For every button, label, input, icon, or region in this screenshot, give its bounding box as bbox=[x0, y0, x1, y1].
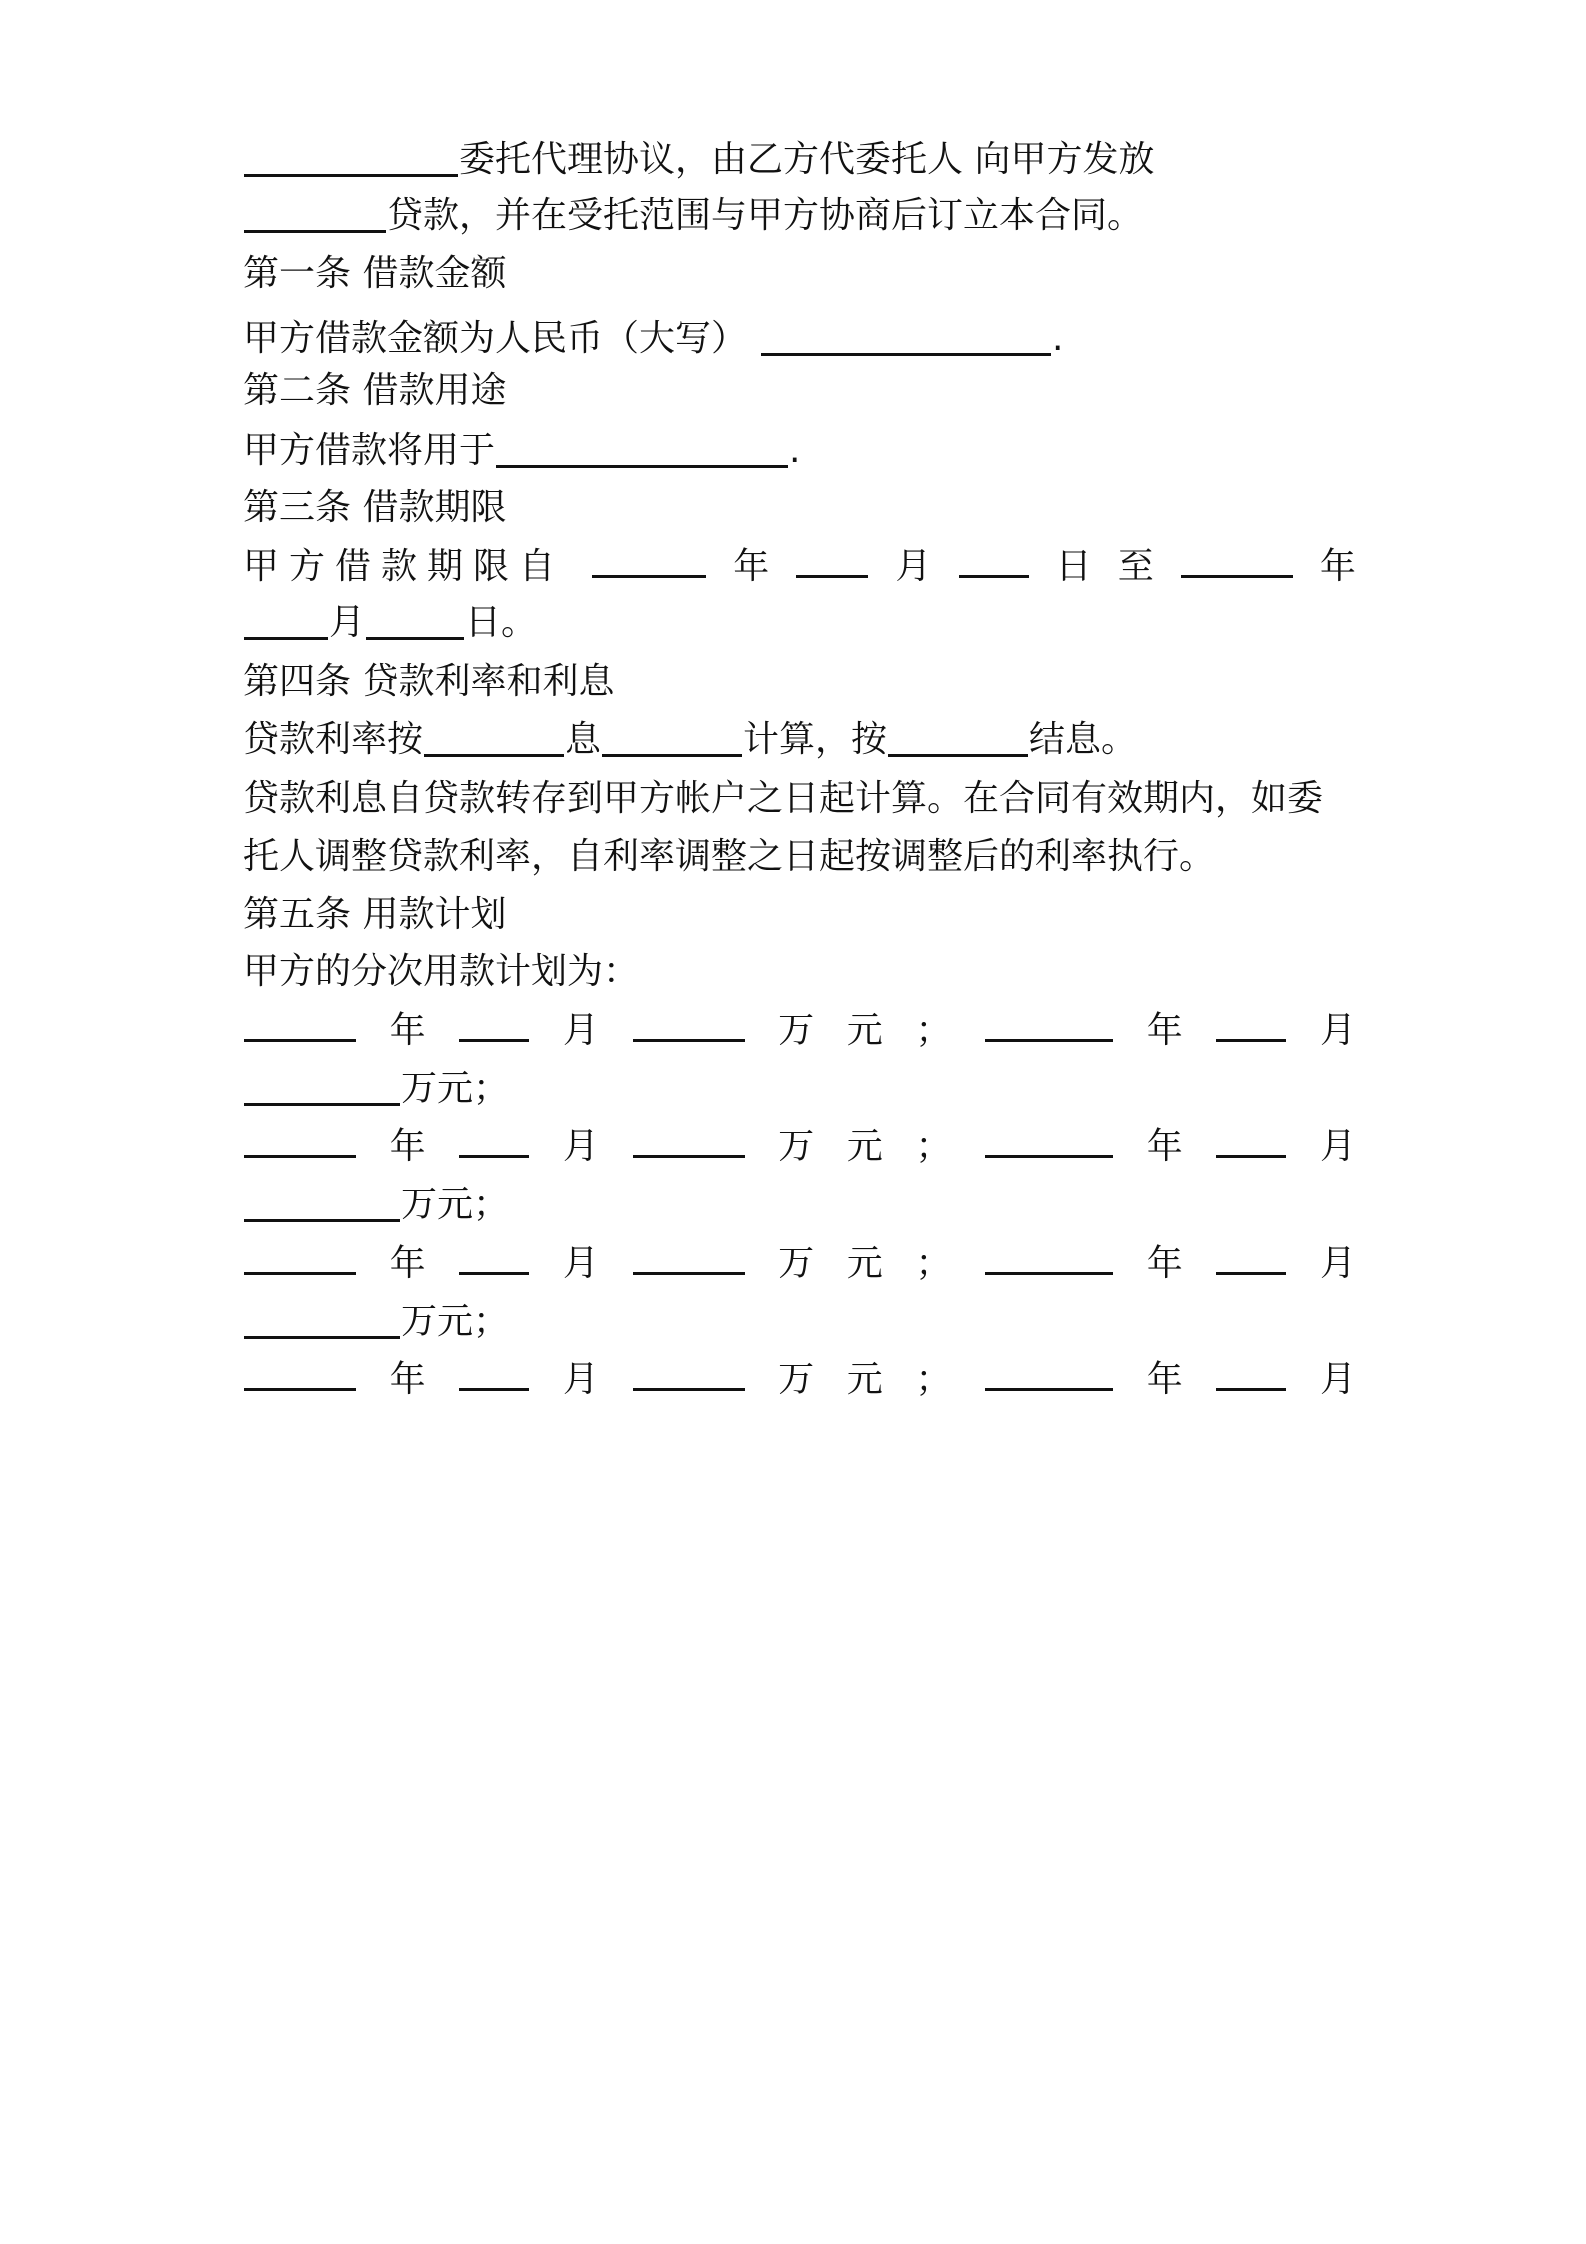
wan-label: 万 bbox=[778, 1126, 815, 1167]
end-day-blank[interactable] bbox=[366, 599, 464, 640]
article-2-body bbox=[243, 421, 1356, 481]
yuan-label: 元 bbox=[846, 1359, 883, 1400]
article-1-heading: 第一条 借款金额 bbox=[243, 253, 507, 294]
semicolon: ； bbox=[915, 1126, 952, 1167]
purpose-blank[interactable] bbox=[496, 427, 788, 468]
year-label: 年 bbox=[389, 1243, 426, 1284]
amount-blank[interactable] bbox=[633, 1001, 745, 1042]
year-label: 年 bbox=[1146, 1010, 1183, 1051]
settle-blank[interactable] bbox=[888, 716, 1028, 757]
wan-label: 万 bbox=[778, 1359, 815, 1400]
month-label: 月 bbox=[562, 1010, 599, 1051]
day-end-label: 日。 bbox=[465, 602, 538, 643]
month-label: 月 bbox=[1319, 1243, 1356, 1284]
month-blank[interactable] bbox=[1216, 1001, 1286, 1042]
year-label: 年 bbox=[389, 1010, 426, 1051]
plan-row-1-cont bbox=[243, 1059, 1356, 1119]
month-label: 月 bbox=[895, 546, 932, 587]
blank-field[interactable] bbox=[244, 192, 386, 233]
month-label: 月 bbox=[562, 1243, 599, 1284]
term-line-2 bbox=[243, 593, 1356, 653]
month-label: 月 bbox=[329, 602, 366, 643]
year-blank[interactable] bbox=[985, 1001, 1113, 1042]
month-blank[interactable] bbox=[459, 1234, 529, 1275]
yuan-label: 元 bbox=[846, 1010, 883, 1051]
intro-text-1: 委托代理协议，由乙方代委托人 向甲方发放 bbox=[459, 139, 1155, 180]
year-blank[interactable] bbox=[244, 1001, 356, 1042]
article-1-body bbox=[243, 309, 1356, 369]
interest-line-3: 托人调整贷款利率，自利率调整之日起按调整后的利率执行。 bbox=[243, 836, 1216, 877]
year-label: 年 bbox=[389, 1126, 426, 1167]
month-label: 月 bbox=[562, 1359, 599, 1400]
end-year-blank[interactable] bbox=[1181, 537, 1293, 578]
semicolon: ； bbox=[915, 1359, 952, 1400]
year-label: 年 bbox=[733, 546, 770, 587]
month-blank[interactable] bbox=[459, 1117, 529, 1158]
intro-line-1 bbox=[243, 130, 1356, 190]
wan-label: 万 bbox=[778, 1010, 815, 1051]
to-label: 至 bbox=[1117, 546, 1154, 587]
amount-blank[interactable] bbox=[633, 1117, 745, 1158]
plan-row-3-cont bbox=[243, 1292, 1356, 1352]
interest-text-4: 结息。 bbox=[1029, 719, 1138, 760]
article-1-text: 甲方借款金额为人民币（大写） bbox=[243, 318, 748, 359]
month-blank[interactable] bbox=[459, 1001, 529, 1042]
plan-row-2 bbox=[243, 1117, 1356, 1177]
interest-text-3: 计算，按 bbox=[743, 719, 888, 760]
interest-line-2: 贷款利息自贷款转存到甲方帐户之日起计算。在合同有效期内，如委 bbox=[243, 778, 1324, 819]
wan-label: 万 bbox=[778, 1243, 815, 1284]
semicolon: ； bbox=[915, 1243, 952, 1284]
start-year-blank[interactable] bbox=[592, 537, 706, 578]
month-blank[interactable] bbox=[1216, 1117, 1286, 1158]
article-3-heading: 第三条 借款期限 bbox=[243, 487, 507, 528]
blank-field[interactable] bbox=[244, 136, 458, 177]
year-blank[interactable] bbox=[244, 1234, 356, 1275]
year-blank[interactable] bbox=[244, 1350, 356, 1391]
month-label: 月 bbox=[562, 1126, 599, 1167]
wanyuan-label: 万元； bbox=[401, 1184, 510, 1225]
amount-blank[interactable] bbox=[633, 1234, 745, 1275]
yuan-label: 元 bbox=[846, 1243, 883, 1284]
year-blank[interactable] bbox=[985, 1234, 1113, 1275]
article-2-text: 甲方借款将用于 bbox=[243, 430, 496, 471]
intro-text-2: 贷款，并在受托范围与甲方协商后订立本合同。 bbox=[387, 195, 1144, 236]
plan-row-2-cont bbox=[243, 1175, 1356, 1235]
month-label: 月 bbox=[1319, 1359, 1356, 1400]
interest-text-1: 贷款利率按 bbox=[243, 719, 424, 760]
month-label: 月 bbox=[1319, 1010, 1356, 1051]
month-label: 月 bbox=[1319, 1126, 1356, 1167]
yuan-label: 元 bbox=[846, 1126, 883, 1167]
year-blank[interactable] bbox=[985, 1117, 1113, 1158]
interest-text-2: 息 bbox=[565, 719, 602, 760]
term-line-1 bbox=[243, 537, 1356, 597]
semicolon: ； bbox=[915, 1010, 952, 1051]
day-label: 日 bbox=[1055, 546, 1092, 587]
wanyuan-label: 万元； bbox=[401, 1068, 510, 1109]
month-blank[interactable] bbox=[459, 1350, 529, 1391]
year-blank[interactable] bbox=[985, 1350, 1113, 1391]
year-label: 年 bbox=[1146, 1126, 1183, 1167]
plan-intro: 甲方的分次用款计划为： bbox=[243, 951, 640, 992]
year-label: 年 bbox=[1146, 1359, 1183, 1400]
rate-blank[interactable] bbox=[424, 716, 564, 757]
amount-blank[interactable] bbox=[244, 1065, 400, 1106]
term-text: 甲方借款期限自 bbox=[243, 546, 566, 587]
period: . bbox=[1052, 318, 1064, 359]
amount-blank[interactable] bbox=[633, 1350, 745, 1391]
start-month-blank[interactable] bbox=[796, 537, 868, 578]
amount-blank[interactable] bbox=[244, 1298, 400, 1339]
intro-line-2 bbox=[243, 186, 1356, 246]
year-blank[interactable] bbox=[244, 1117, 356, 1158]
article-4-heading: 第四条 贷款利率和利息 bbox=[243, 661, 615, 702]
month-blank[interactable] bbox=[1216, 1234, 1286, 1275]
interest-line-1 bbox=[243, 710, 1356, 770]
rate-type-blank[interactable] bbox=[602, 716, 742, 757]
period: . bbox=[789, 430, 801, 471]
plan-row-1 bbox=[243, 1001, 1356, 1061]
year-label: 年 bbox=[389, 1359, 426, 1400]
wanyuan-label: 万元； bbox=[401, 1301, 510, 1342]
amount-blank[interactable] bbox=[244, 1181, 400, 1222]
year-label: 年 bbox=[1146, 1243, 1183, 1284]
article-5-heading: 第五条 用款计划 bbox=[243, 894, 507, 935]
article-2-heading: 第二条 借款用途 bbox=[243, 370, 507, 411]
amount-blank[interactable] bbox=[761, 315, 1051, 356]
end-month-blank[interactable] bbox=[244, 599, 328, 640]
month-blank[interactable] bbox=[1216, 1350, 1286, 1391]
plan-row-4 bbox=[243, 1350, 1356, 1410]
year-label: 年 bbox=[1319, 546, 1356, 587]
plan-row-3 bbox=[243, 1234, 1356, 1294]
start-day-blank[interactable] bbox=[959, 537, 1029, 578]
